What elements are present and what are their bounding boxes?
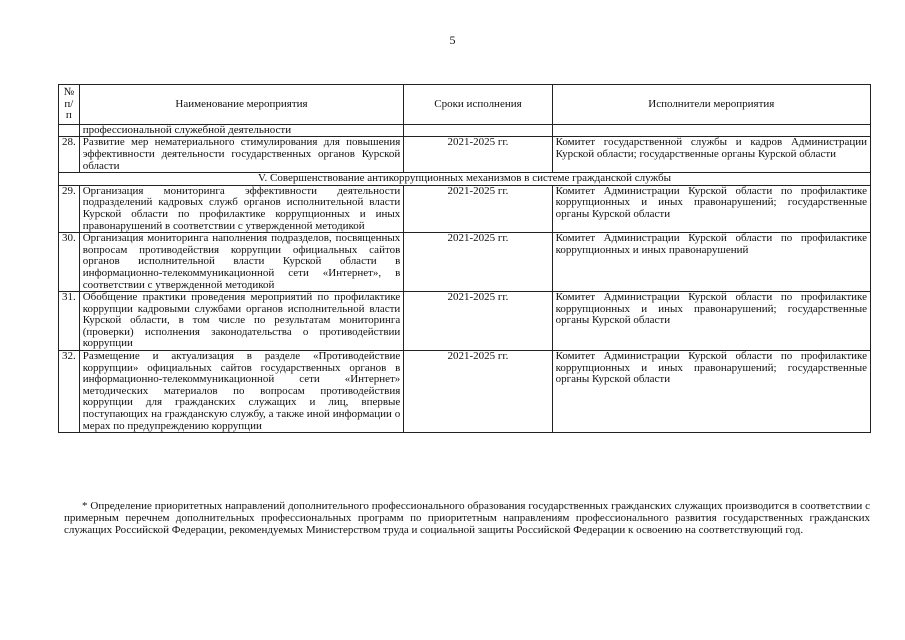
table-header-row (59, 85, 871, 125)
header-name: Наименование мероприятия (79, 85, 404, 125)
header-num: № п/п (59, 85, 80, 125)
table-row-continuation (59, 124, 871, 137)
activity-name: Развитие мер нематериального стимулирования для повышения эффективности деятельности государственных органов Курской области (79, 137, 404, 173)
section-title: V. Совершенствование антикоррупционных механизмов в системе гражданской службы (59, 173, 871, 186)
activity-executors: Комитет Администрации Курской области по профилактике коррупционных и иных правонарушений; государственные органы Курской области (552, 185, 870, 232)
table-row-29 (59, 185, 871, 232)
activity-name: Обобщение практики проведения мероприятий по профилактике коррупции кадровыми службами органов исполнительной власти Курской области, в том числе по результатам мониторинга (проверки) исполнения законодательства о противодействии коррупции (79, 292, 404, 351)
activity-name: Размещение и актуализация в разделе «Противодействие коррупции» официальных сайтов государственных органов в информационно-телекоммуникационной сети «Интернет» методических материалов по вопросам противодействия коррупции для гражданских служащих и лиц, впервые поступающих на гражданскую службу, а также иной информации о мерах по предупреждению коррупции (79, 351, 404, 433)
row-number: 29. (59, 185, 80, 232)
activity-executors: Комитет Администрации Курской области по профилактике коррупционных и иных правонарушений; государственные органы Курской области (552, 351, 870, 433)
activity-executors: Комитет Администрации Курской области по профилактике коррупционных и иных правонарушений (552, 233, 870, 292)
activity-term: 2021-2025 гг. (404, 233, 552, 292)
activity-term: 2021-2025 гг. (404, 292, 552, 351)
row-number: 31. (59, 292, 80, 351)
row-number: 32. (59, 351, 80, 433)
header-term: Сроки исполнения (404, 85, 552, 125)
page-number: 5 (449, 33, 456, 47)
header-exec: Исполнители мероприятия (552, 85, 870, 125)
activity-name: Организация мониторинга эффективности деятельности подразделений кадровых служб органов исполнительной власти Курской области по профилактике коррупционных и иных правонарушений в соответствии с утвержденной методикой (79, 185, 404, 232)
activities-table (58, 84, 871, 433)
continuation-text: профессиональной служебной деятельности (79, 124, 404, 137)
activity-name: Организация мониторинга наполнения подразделов, посвященных вопросам противодействия коррупции официальных сайтов органов исполнительной власти Курской области в информационно-телекоммуникационной сети «Интернет», в соответствии с утвержденной методикой (79, 233, 404, 292)
table-row-28 (59, 137, 871, 173)
cell-num (59, 124, 80, 137)
cell-term (404, 124, 552, 137)
activity-executors: Комитет государственной службы и кадров Администрации Курской области; государственные органы Курской области (552, 137, 870, 173)
row-number: 30. (59, 233, 80, 292)
activity-executors: Комитет Администрации Курской области по профилактике коррупционных и иных правонарушений; государственные органы Курской области (552, 292, 870, 351)
activity-term: 2021-2025 гг. (404, 137, 552, 173)
row-number: 28. (59, 137, 80, 173)
table-row-31 (59, 292, 871, 351)
activity-term: 2021-2025 гг. (404, 351, 552, 433)
footnote: * Определение приоритетных направлений дополнительного профессионального образования государственных гражданских служащих производится в соответствии с примерным перечнем дополнительных профессиональных программ по приоритетным направлениям профессионального развития государственных гражданских служащих Российской Федерации, рекомендуемых Министерством труда и социальной защиты Российской Федерации к освоению на соответствующий год. (64, 500, 870, 536)
section-row (59, 173, 871, 186)
table-row-30 (59, 233, 871, 292)
activity-term: 2021-2025 гг. (404, 185, 552, 232)
table-row-32 (59, 351, 871, 433)
cell-exec (552, 124, 870, 137)
